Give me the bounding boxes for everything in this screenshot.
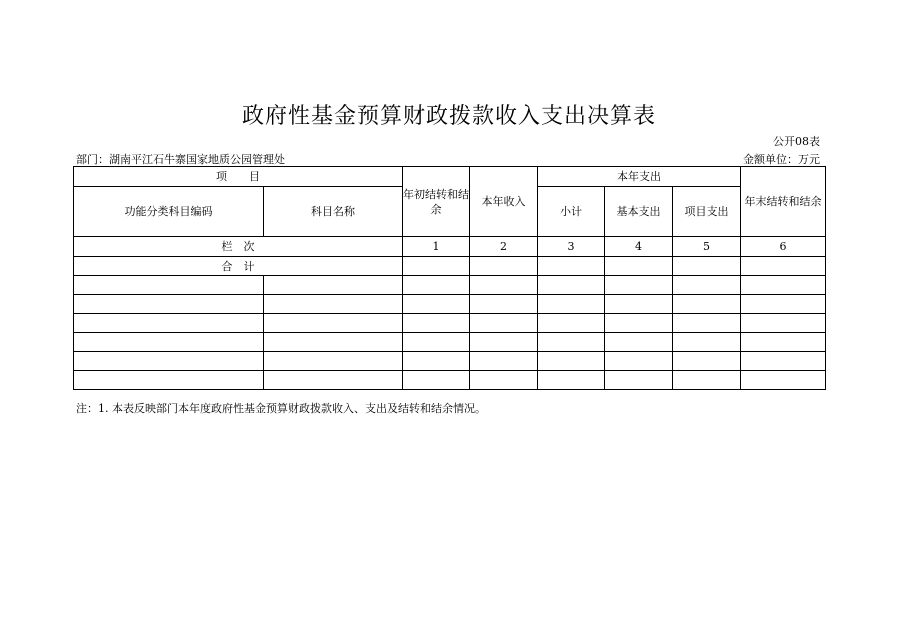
table-cell	[605, 276, 673, 295]
table-cell	[538, 352, 605, 371]
page-title: 政府性基金预算财政拨款收入支出决算表	[241, 104, 656, 129]
form-number: 公开08表	[773, 135, 820, 148]
table-cell	[673, 276, 741, 295]
table-cell	[74, 295, 264, 314]
table-cell	[403, 352, 470, 371]
table-cell	[264, 314, 403, 333]
table-cell	[538, 257, 605, 276]
table-cell	[673, 352, 741, 371]
table-cell	[741, 295, 826, 314]
table-cell	[741, 333, 826, 352]
table-cell	[264, 333, 403, 352]
header-func-code: 功能分类科目编码	[74, 187, 264, 237]
table-cell	[605, 352, 673, 371]
header-basic-expense: 基本支出	[605, 187, 673, 237]
table-cell	[403, 276, 470, 295]
table-cell	[74, 333, 264, 352]
column-index-number: 6	[741, 237, 826, 257]
table-cell	[74, 371, 264, 390]
table-row	[74, 371, 826, 390]
table-row	[74, 295, 826, 314]
column-index-label: 栏 次	[74, 237, 403, 257]
table-cell	[470, 295, 538, 314]
table-cell	[403, 295, 470, 314]
table-cell	[264, 276, 403, 295]
table-cell	[538, 314, 605, 333]
column-index-number: 4	[605, 237, 673, 257]
table-cell	[673, 371, 741, 390]
table-cell	[470, 371, 538, 390]
table-row	[74, 314, 826, 333]
column-index-number: 2	[470, 237, 538, 257]
header-project: 项 目	[74, 167, 403, 187]
table-cell	[403, 371, 470, 390]
column-index-number: 5	[673, 237, 741, 257]
table-cell	[741, 371, 826, 390]
header-opening-balance: 年初结转和结余	[403, 167, 470, 237]
table-cell	[264, 371, 403, 390]
table-cell	[605, 314, 673, 333]
table-cell	[673, 314, 741, 333]
table-cell	[538, 295, 605, 314]
column-index-number: 3	[538, 237, 605, 257]
table-row	[74, 352, 826, 371]
table-cell	[470, 276, 538, 295]
table-cell	[605, 257, 673, 276]
table-cell	[470, 314, 538, 333]
table-cell	[605, 295, 673, 314]
table-cell	[605, 333, 673, 352]
budget-table	[73, 166, 826, 390]
table-cell	[74, 314, 264, 333]
table-cell	[673, 295, 741, 314]
table-cell	[403, 333, 470, 352]
table-cell	[74, 276, 264, 295]
column-index-row	[74, 237, 826, 257]
table-cell	[605, 371, 673, 390]
column-index-number: 1	[403, 237, 470, 257]
table-cell	[673, 333, 741, 352]
table-cell	[538, 371, 605, 390]
table-cell	[538, 276, 605, 295]
header-project-expense: 项目支出	[673, 187, 741, 237]
table-cell	[264, 295, 403, 314]
header-subtotal: 小计	[538, 187, 605, 237]
table-cell	[470, 257, 538, 276]
table-row	[74, 333, 826, 352]
table-cell	[470, 333, 538, 352]
table-row	[74, 276, 826, 295]
table-cell	[403, 314, 470, 333]
footnote: 注：1. 本表反映部门本年度政府性基金预算财政拨款收入、支出及结转和结余情况。	[76, 402, 486, 415]
header-current-expense: 本年支出	[538, 167, 741, 187]
table-cell	[403, 257, 470, 276]
header-subject-name: 科目名称	[264, 187, 403, 237]
table-cell	[74, 352, 264, 371]
table-cell	[741, 276, 826, 295]
table-cell	[264, 352, 403, 371]
table-cell	[741, 257, 826, 276]
table-cell	[538, 333, 605, 352]
table-cell	[741, 314, 826, 333]
table-cell	[470, 352, 538, 371]
header-current-income: 本年收入	[470, 167, 538, 237]
header-closing-balance: 年末结转和结余	[741, 167, 826, 237]
table-cell	[741, 352, 826, 371]
table-cell	[673, 257, 741, 276]
currency-unit-label: 金额单位：万元	[743, 153, 820, 166]
total-row	[74, 257, 826, 276]
department-label: 部门：湖南平江石牛寨国家地质公园管理处	[76, 153, 285, 166]
total-label: 合 计	[74, 257, 403, 276]
